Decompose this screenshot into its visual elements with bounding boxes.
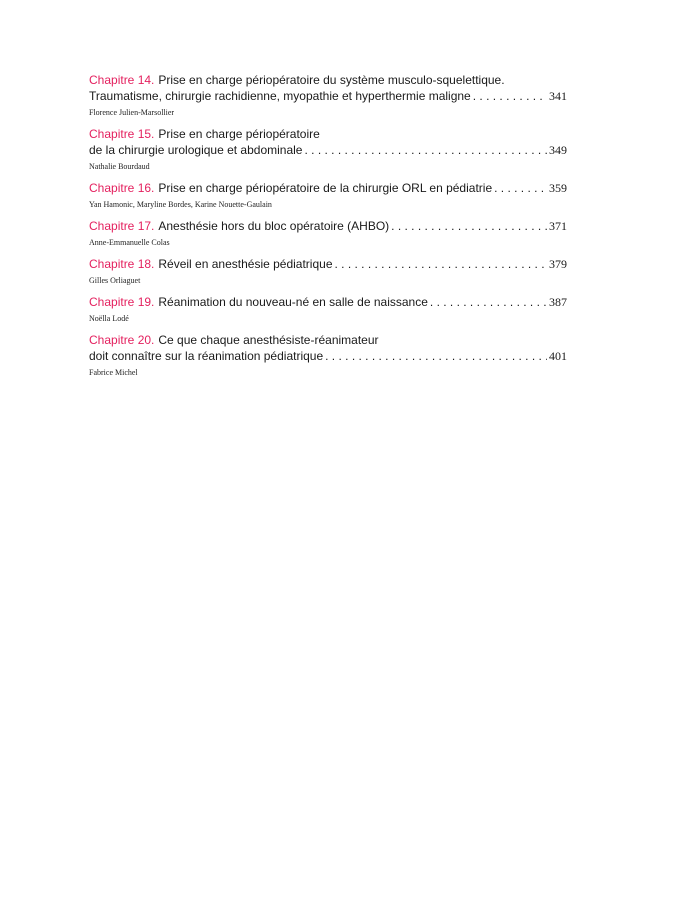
chapter-title: Réanimation du nouveau-né en salle de naissance xyxy=(158,295,428,309)
chapter-number: Chapitre 14. xyxy=(89,73,155,87)
chapter-number: Chapitre 19. xyxy=(89,295,155,309)
toc-entry-title-line xyxy=(89,332,567,348)
toc-entry-chapter-20[interactable] xyxy=(89,332,567,378)
table-of-contents xyxy=(89,72,567,386)
chapter-author: Yan Hamonic, Maryline Bordes, Karine Nouette-Gaulain xyxy=(89,200,272,209)
toc-entry-title-line xyxy=(89,218,567,234)
chapter-author: Gilles Orliaguet xyxy=(89,276,141,285)
toc-entry-title-line xyxy=(89,348,567,364)
page-number: 387 xyxy=(549,295,567,309)
toc-entry-title-line xyxy=(89,294,567,310)
chapter-author: Florence Julien-Marsollier xyxy=(89,108,175,117)
dot-leader xyxy=(494,180,547,196)
page-number: 371 xyxy=(549,219,567,233)
toc-entry-title-line xyxy=(89,256,567,272)
chapter-number: Chapitre 18. xyxy=(89,257,155,271)
chapter-author: Nathalie Bourdaud xyxy=(89,162,150,171)
dot-leader xyxy=(473,88,547,104)
dot-leader xyxy=(430,294,547,310)
toc-entry-title-line xyxy=(89,72,567,88)
chapter-number: Chapitre 17. xyxy=(89,219,155,233)
chapter-author: Fabrice Michel xyxy=(89,368,138,377)
chapter-title-continued: doit connaître sur la réanimation pédiatrique xyxy=(89,349,324,363)
chapter-title: Prise en charge périopératoire xyxy=(158,127,320,141)
chapter-title: Prise en charge périopératoire du système musculo-squelettique. xyxy=(158,73,505,87)
toc-entry-chapter-14[interactable] xyxy=(89,72,567,118)
toc-entry-title-line xyxy=(89,142,567,158)
chapter-author: Anne-Emmanuelle Colas xyxy=(89,238,170,247)
toc-entry-chapter-16[interactable] xyxy=(89,180,567,210)
toc-entry-title-line xyxy=(89,126,567,142)
chapter-title: Prise en charge périopératoire de la chirurgie ORL en pédiatrie xyxy=(158,181,493,195)
chapter-number: Chapitre 15. xyxy=(89,127,155,141)
chapter-title: Réveil en anesthésie pédiatrique xyxy=(158,257,333,271)
chapter-number: Chapitre 16. xyxy=(89,181,155,195)
chapter-number: Chapitre 20. xyxy=(89,333,155,347)
dot-leader xyxy=(391,218,547,234)
chapter-title-continued: de la chirurgie urologique et abdominale xyxy=(89,143,303,157)
dot-leader xyxy=(304,142,547,158)
toc-entry-chapter-15[interactable] xyxy=(89,126,567,172)
chapter-author: Noëlla Lodé xyxy=(89,314,129,323)
dot-leader xyxy=(335,256,548,272)
page-number: 341 xyxy=(549,89,567,103)
page-number: 359 xyxy=(549,181,567,195)
chapter-title-continued: Traumatisme, chirurgie rachidienne, myopathie et hyperthermie maligne xyxy=(89,89,471,103)
toc-entry-chapter-19[interactable] xyxy=(89,294,567,324)
dot-leader xyxy=(325,348,547,364)
chapter-title: Ce que chaque anesthésiste-réanimateur xyxy=(158,333,379,347)
toc-entry-title-line xyxy=(89,180,567,196)
page-number: 401 xyxy=(549,349,567,363)
toc-entry-chapter-17[interactable] xyxy=(89,218,567,248)
page-number: 349 xyxy=(549,143,567,157)
toc-entry-chapter-18[interactable] xyxy=(89,256,567,286)
toc-entry-title-line xyxy=(89,88,567,104)
page-number: 379 xyxy=(549,257,567,271)
chapter-title: Anesthésie hors du bloc opératoire (AHBO) xyxy=(158,219,390,233)
